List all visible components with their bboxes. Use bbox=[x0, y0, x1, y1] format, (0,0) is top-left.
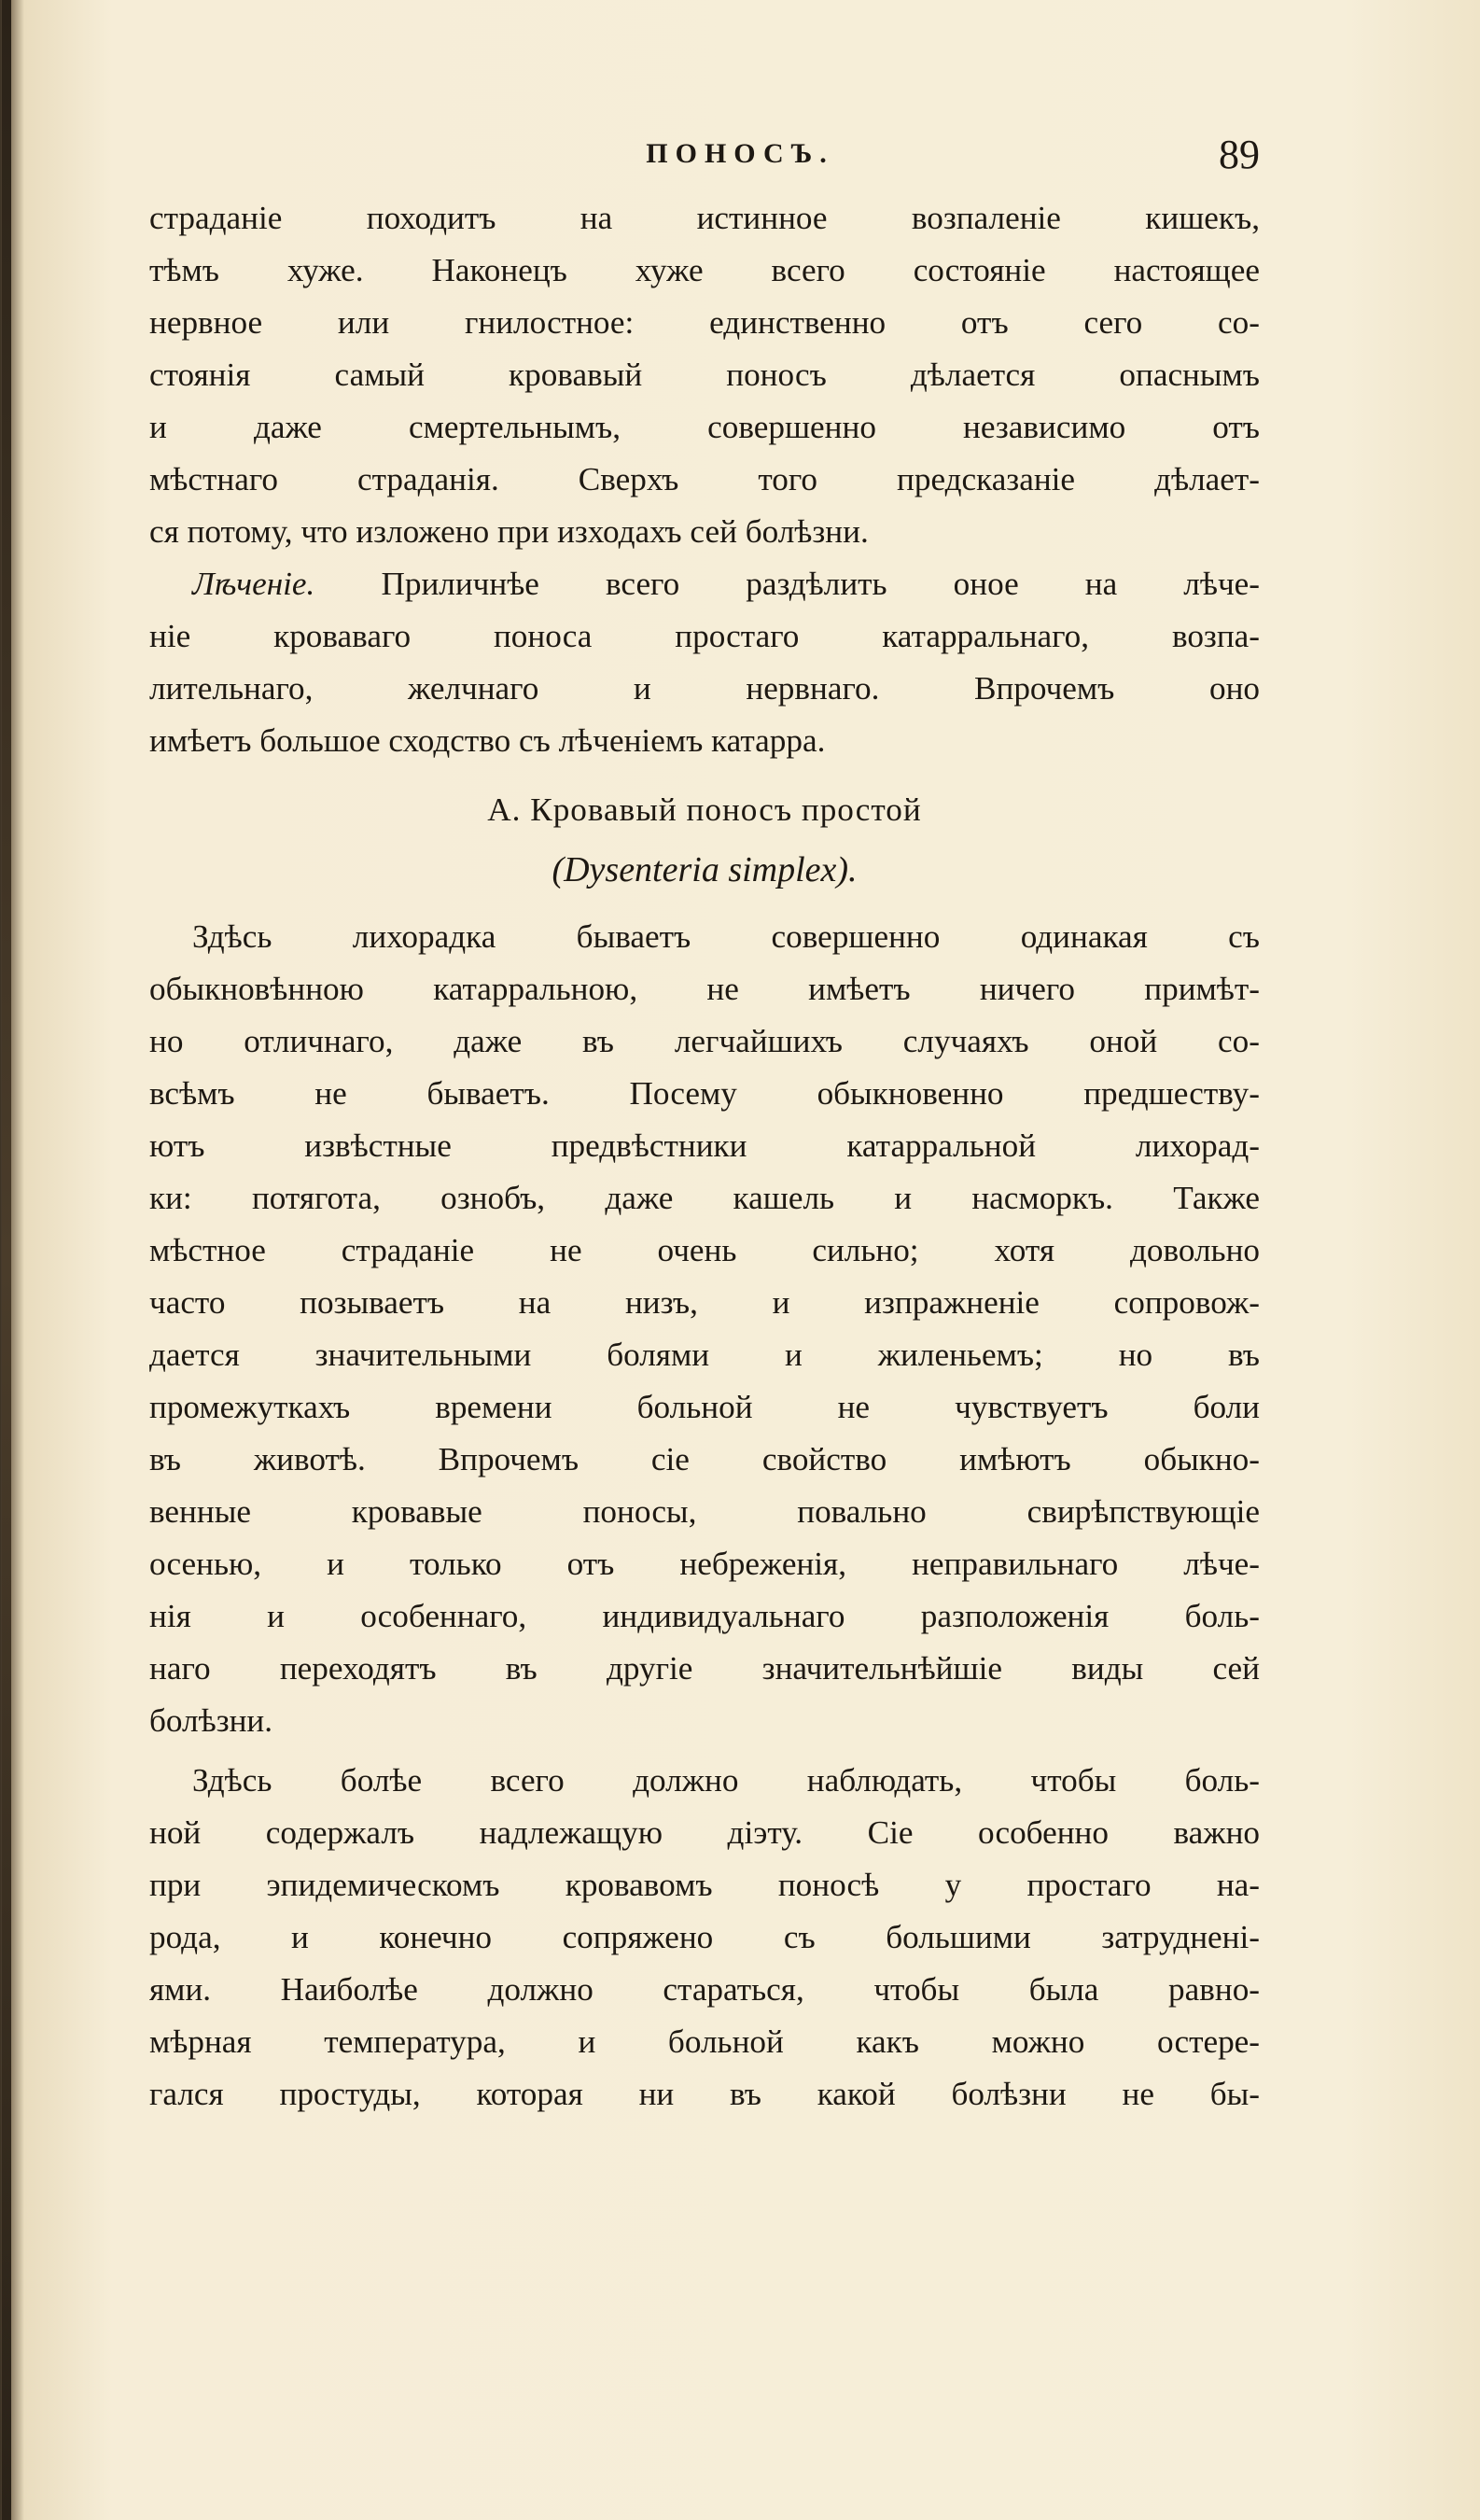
paragraph-1 bbox=[149, 192, 1260, 558]
text-line: стоянія самый кровавый поносъ дѣлается опаснымъ bbox=[149, 357, 1260, 393]
text-line: мѣрная температура, и больной какъ можно остере- bbox=[149, 2023, 1260, 2060]
text-line: промежуткахъ времени больной не чувствуетъ боли bbox=[149, 1389, 1260, 1425]
text-line: нія и особеннаго, индивидуальнаго разположенія боль- bbox=[149, 1598, 1260, 1634]
text-line: мѣстное страданіе не очень сильно; хотя довольно bbox=[149, 1232, 1260, 1268]
text-line: при эпидемическомъ кровавомъ поносѣ у простаго на- bbox=[149, 1867, 1260, 1903]
section-heading: А. Кровавый поносъ простой bbox=[487, 791, 922, 828]
text-line: въ животѣ. Впрочемъ сіе свойство имѣютъ обыкно- bbox=[149, 1441, 1260, 1477]
text-line: мѣстнаго страданія. Сверхъ того предсказаніе дѣлает- bbox=[149, 461, 1260, 497]
text-line: дается значительными болями и жиленьемъ; но въ bbox=[149, 1337, 1260, 1373]
text-line: тѣмъ хуже. Наконецъ хуже всего состояніе настоящее bbox=[149, 252, 1260, 288]
treatment-lead: Лѣченіе. bbox=[192, 566, 315, 602]
text-line: рода, и конечно сопряжено съ большими затрудненi- bbox=[149, 1919, 1260, 1955]
paragraph-2 bbox=[149, 558, 1260, 767]
text-line: ютъ извѣстные предвѣстники катарральной лихорад- bbox=[149, 1127, 1260, 1164]
section-latin-title: (Dysenteria simplex). bbox=[552, 850, 858, 889]
text-line-fragment: Приличнѣе всего раздѣлить оное на лѣче- bbox=[381, 566, 1261, 602]
text-line: осенью, и только отъ небреженія, неправильнаго лѣче- bbox=[149, 1546, 1260, 1582]
text-line: ями. Наиболѣе должно стараться, чтобы была равно- bbox=[149, 1971, 1260, 2008]
body-text bbox=[149, 192, 1260, 2121]
text-line: часто позываетъ на низъ, и изпражненіе сопровож- bbox=[149, 1284, 1260, 1321]
text-line: ніе кроваваго поноса простаго катарральнаго, возпа- bbox=[149, 618, 1260, 654]
text-line: Здѣсь лихорадка бываетъ совершенно одинакая съ bbox=[192, 918, 1260, 955]
text-line: венные кровавые поносы, повально свирѣпствующіе bbox=[149, 1493, 1260, 1530]
text-line: ной содержалъ надлежащую діэту. Сіе особенно важно bbox=[149, 1814, 1260, 1851]
paragraph-4 bbox=[149, 1755, 1260, 2121]
text-line: болѣзни. bbox=[149, 1702, 273, 1739]
text-line: но отличнаго, даже въ легчайшихъ случаяхъ оной со- bbox=[149, 1023, 1260, 1059]
text-line bbox=[149, 558, 1260, 610]
text-line: обыкновѣнною катарральною, не имѣетъ ничего примѣт- bbox=[149, 971, 1260, 1007]
paragraph-3 bbox=[149, 911, 1260, 1747]
text-line: ки: потягота, ознобъ, даже кашель и насморкъ. Также bbox=[149, 1180, 1260, 1216]
text-line: ся потому, что изложено при изходахъ сей болѣзни. bbox=[149, 513, 869, 550]
text-line: страданіе походитъ на истинное возпаленіе кишекъ, bbox=[149, 200, 1260, 236]
text-line: лительнаго, желчнаго и нервнаго. Впрочемъ оно bbox=[149, 670, 1260, 707]
text-line: Здѣсь болѣе всего должно наблюдать, чтобы боль- bbox=[192, 1762, 1260, 1799]
text-line: нервное или гнилостное: единственно отъ сего со- bbox=[149, 304, 1260, 341]
text-line: всѣмъ не бываетъ. Посему обыкновенно предшеству- bbox=[149, 1075, 1260, 1112]
text-line: наго переходятъ въ другіе значительнѣйшіе виды сей bbox=[149, 1650, 1260, 1687]
page-header bbox=[0, 131, 1480, 187]
running-title: ПОНОСЪ. bbox=[646, 138, 834, 169]
page-number: 89 bbox=[1219, 132, 1260, 177]
binding-edge bbox=[2, 0, 11, 2520]
text-line: имѣетъ большое сходство съ лѣченіемъ катарра. bbox=[149, 722, 826, 759]
text-line: гался простуды, которая ни въ какой болѣзни не бы- bbox=[149, 2076, 1260, 2112]
text-line: и даже смертельнымъ, совершенно независимо отъ bbox=[149, 409, 1260, 445]
